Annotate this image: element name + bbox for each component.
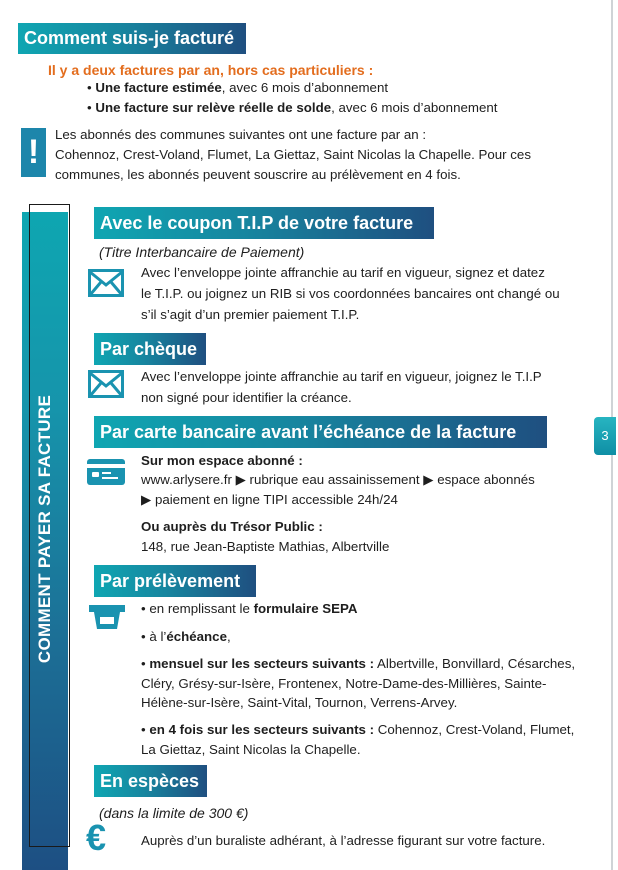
credit-card-icon bbox=[86, 458, 126, 486]
bullet-text: Cohennoz, Crest-Voland, Flumet, bbox=[374, 722, 575, 737]
step-text: espace abonnés bbox=[437, 472, 535, 487]
prelevement-title: Par prélèvement bbox=[94, 565, 256, 597]
warning-line-3: communes, les abonnés peuvent souscrire au prélèvement en 4 fois. bbox=[55, 167, 461, 182]
arrow-icon: ▶ bbox=[423, 472, 434, 487]
envelope-icon bbox=[88, 269, 124, 297]
step-text: rubrique eau assainissement bbox=[249, 472, 420, 487]
arrow-icon: ▶ bbox=[235, 472, 246, 487]
arrow-icon: ▶ bbox=[141, 492, 152, 507]
bullet-bold: Une facture sur relève réelle de solde bbox=[95, 100, 332, 115]
warning-line-2: Cohennoz, Crest-Voland, Flumet, La Giettaz, Saint Nicolas la Chapelle. Pour ces bbox=[55, 147, 531, 162]
atm-icon bbox=[88, 604, 126, 630]
prelevement-bullet-3-line-2: Cléry, Grésy-sur-Isère, Frontenex, Notre-Dame-des-Millières, Sainte- bbox=[141, 676, 547, 691]
intro-heading: Il y a deux factures par an, hors cas particuliers : bbox=[48, 62, 374, 78]
bullet: • bbox=[87, 100, 92, 115]
envelope-icon bbox=[88, 370, 124, 398]
card-title: Par carte bancaire avant l’échéance de la facture bbox=[94, 416, 547, 448]
intro-bullet-2 bbox=[87, 98, 497, 117]
bullet: • bbox=[141, 722, 146, 737]
bullet-bold: en 4 fois sur les secteurs suivants : bbox=[149, 722, 375, 737]
bullet: • bbox=[141, 601, 146, 616]
bullet: • bbox=[141, 629, 146, 644]
bullet-bold: échéance bbox=[166, 629, 227, 644]
prelevement-bullet-1 bbox=[141, 599, 358, 618]
especes-line: Auprès d’un buraliste adhérant, à l’adresse figurant sur votre facture. bbox=[141, 833, 546, 848]
especes-title: En espèces bbox=[94, 765, 207, 797]
bullet-text: Albertville, Bonvillard, Césarches, bbox=[374, 656, 576, 671]
especes-subtitle: (dans la limite de 300 €) bbox=[99, 805, 249, 821]
bullet-text: , bbox=[226, 629, 231, 644]
espace-line-2 bbox=[141, 490, 398, 509]
bullet-text: en remplissant le bbox=[149, 601, 254, 616]
bullet-bold: formulaire SEPA bbox=[253, 601, 358, 616]
tresor-heading: Ou auprès du Trésor Public : bbox=[141, 519, 323, 534]
tip-title: Avec le coupon T.I.P de votre facture bbox=[94, 207, 434, 239]
bullet-bold: mensuel sur les secteurs suivants : bbox=[149, 656, 375, 671]
prelevement-bullet-3-line-1 bbox=[141, 654, 575, 673]
espace-heading: Sur mon espace abonné : bbox=[141, 453, 303, 468]
warning-line-1: Les abonnés des communes suivantes ont une facture par an : bbox=[55, 127, 427, 142]
euro-icon: € bbox=[86, 817, 107, 858]
intro-bullet-1 bbox=[87, 78, 388, 97]
tip-line-3: s’il s’agit d’un premier paiement T.I.P. bbox=[141, 307, 360, 322]
tip-line-2: le T.I.P. ou joignez un RIB si vos coordonnées bancaires ont changé ou bbox=[141, 286, 560, 301]
bullet-text: , avec 6 mois d’abonnement bbox=[331, 100, 498, 115]
tip-line-1: Avec l’enveloppe jointe affranchie au tarif en vigueur, signez et datez bbox=[141, 265, 545, 280]
bullet: • bbox=[141, 656, 146, 671]
cheque-line-2: non signé pour identifier la créance. bbox=[141, 390, 352, 405]
cheque-title: Par chèque bbox=[94, 333, 206, 365]
section-title: Comment suis-je facturé bbox=[18, 23, 246, 54]
step-text: paiement en ligne TIPI accessible 24h/24 bbox=[154, 492, 398, 507]
warning-icon: ! bbox=[21, 128, 46, 177]
bullet: • bbox=[87, 80, 92, 95]
bullet-text: , avec 6 mois d’abonnement bbox=[221, 80, 389, 95]
bullet-bold: Une facture estimée bbox=[95, 80, 222, 95]
bullet-text: à l’ bbox=[149, 629, 167, 644]
espace-line-1 bbox=[141, 470, 535, 489]
cheque-line-1: Avec l’enveloppe jointe affranchie au tarif en vigueur, joignez le T.I.P bbox=[141, 369, 542, 384]
tip-subtitle: (Titre Interbancaire de Paiement) bbox=[99, 244, 305, 260]
prelevement-bullet-2 bbox=[141, 627, 231, 646]
prelevement-bullet-3-line-3: Hélène-sur-Isère, Saint-Vital, Tournon, Verrens-Arvey. bbox=[141, 695, 458, 710]
prelevement-bullet-4-line-1 bbox=[141, 720, 574, 739]
page-number-tab: 3 bbox=[594, 417, 616, 455]
sidebar-title: COMMENT PAYER SA FACTURE bbox=[35, 394, 54, 664]
site-link[interactable]: www.arlysere.fr bbox=[141, 472, 232, 487]
prelevement-bullet-4-line-2: La Giettaz, Saint Nicolas la Chapelle. bbox=[141, 742, 361, 757]
tresor-address: 148, rue Jean-Baptiste Mathias, Albertville bbox=[141, 539, 390, 554]
